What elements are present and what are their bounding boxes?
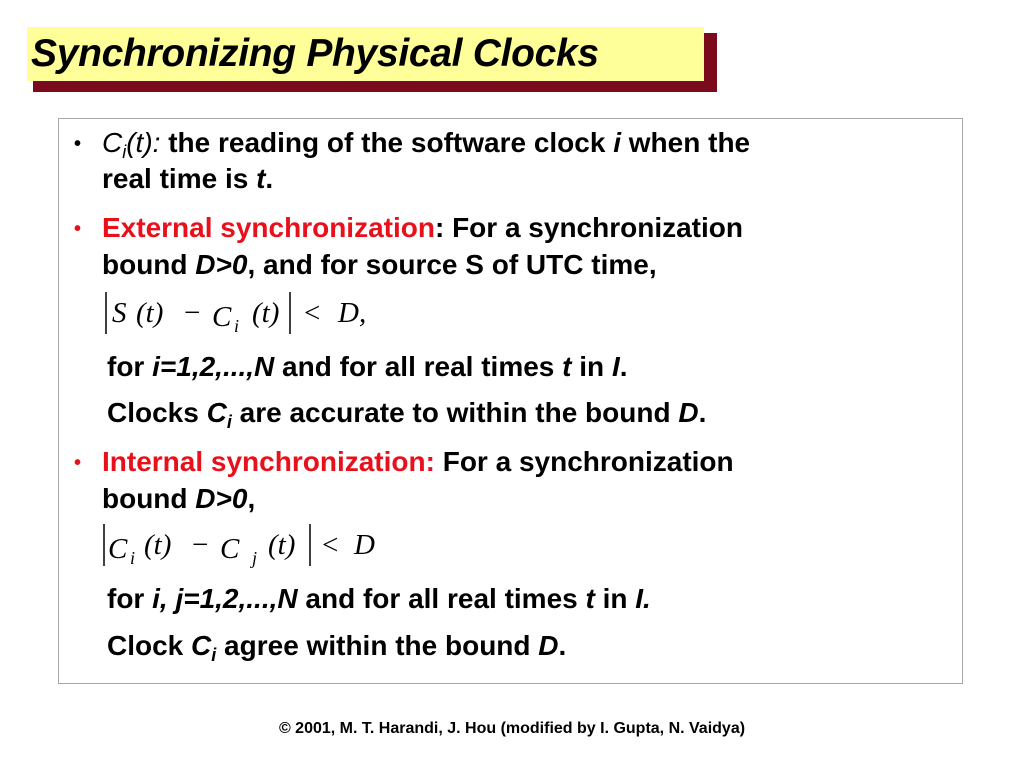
var-t: t — [585, 583, 595, 614]
var-d: D>0 — [195, 483, 248, 514]
text: for — [107, 583, 153, 614]
text: and for all real times — [297, 583, 586, 614]
formula-lt: < — [304, 297, 321, 329]
bullet-dot: • — [74, 452, 82, 474]
text: . — [265, 163, 274, 194]
bullet-3-line-2 — [102, 482, 255, 516]
copyright-footer: © 2001, M. T. Harandi, J. Hou (modified by I. Gupta, N. Vaidya) — [278, 720, 746, 737]
formula-lt: < — [322, 529, 339, 561]
title-box — [27, 27, 704, 81]
text: For a synchronization — [434, 446, 734, 477]
internal-sync-heading: Internal synchronization: — [102, 446, 435, 477]
clock-arg: (t): — [126, 127, 161, 158]
text: when the — [621, 127, 751, 158]
clock-subscript: i — [122, 142, 127, 162]
bullet-3-agree-line — [107, 629, 566, 672]
text: and for all real times — [274, 351, 563, 382]
formula-C: C — [220, 533, 240, 565]
page-title: Synchronizing Physical Clocks — [31, 32, 599, 75]
bullet-dot: • — [74, 133, 82, 155]
var-D: D — [678, 397, 699, 428]
text: , and for source S of UTC time, — [247, 249, 657, 280]
text: . — [558, 630, 567, 661]
formula-external — [100, 288, 400, 338]
bullet-2-accuracy-line — [107, 396, 706, 439]
text: Clock — [107, 630, 192, 661]
text: agree within the bound — [216, 630, 539, 661]
text: for — [107, 351, 153, 382]
clock-symbol: C — [102, 127, 123, 158]
text: bound — [102, 483, 196, 514]
formula-minus: − — [192, 529, 209, 561]
formula-D: D — [354, 529, 375, 561]
var-D: D — [538, 630, 559, 661]
formula-C: C — [108, 533, 128, 565]
bullet-dot: • — [74, 218, 82, 240]
text: : For a synchronization — [434, 212, 743, 243]
formula-internal — [100, 520, 400, 570]
index-range: i, j=1,2,...,N — [152, 583, 298, 614]
text: in — [571, 351, 612, 382]
formula-t: (t) — [268, 529, 296, 561]
bullet-2-line-2 — [102, 248, 657, 282]
bullet-2-for-line — [107, 350, 628, 384]
text: bound — [102, 249, 196, 280]
var-I: I — [611, 351, 620, 382]
index-range: i=1,2,...,N — [152, 351, 275, 382]
formula-j: j — [252, 548, 258, 568]
var-C-sub: i — [226, 412, 232, 432]
text: the reading of the software clock — [160, 127, 614, 158]
text: in — [594, 583, 636, 614]
bullet-3-for-line — [107, 582, 651, 616]
bullet-1-line-2 — [102, 162, 273, 196]
formula-C: C — [212, 301, 232, 333]
formula-minus: − — [184, 297, 201, 329]
formula-t: (t) — [144, 529, 172, 561]
var-t: t — [256, 163, 266, 194]
var-t: t — [562, 351, 572, 382]
var-I: I. — [635, 583, 651, 614]
var-C: C — [191, 630, 212, 661]
bullet-3-line-1 — [102, 445, 734, 479]
formula-t: (t) — [136, 297, 164, 329]
text: . — [619, 351, 628, 382]
formula-S: S — [112, 297, 127, 329]
var-i: i — [613, 127, 621, 158]
text: are accurate to within the bound — [231, 397, 679, 428]
formula-i: i — [130, 548, 136, 568]
formula-t: (t) — [252, 297, 280, 329]
bullet-2-line-1 — [102, 211, 743, 245]
external-sync-heading: External synchronization — [102, 212, 435, 243]
text: , — [247, 483, 256, 514]
text: real time is — [102, 163, 257, 194]
formula-D: D, — [338, 297, 367, 329]
text: . — [698, 397, 707, 428]
var-C-sub: i — [211, 645, 217, 665]
var-d: D>0 — [195, 249, 248, 280]
text: Clocks — [107, 397, 207, 428]
var-C: C — [206, 397, 227, 428]
formula-i: i — [234, 316, 240, 336]
